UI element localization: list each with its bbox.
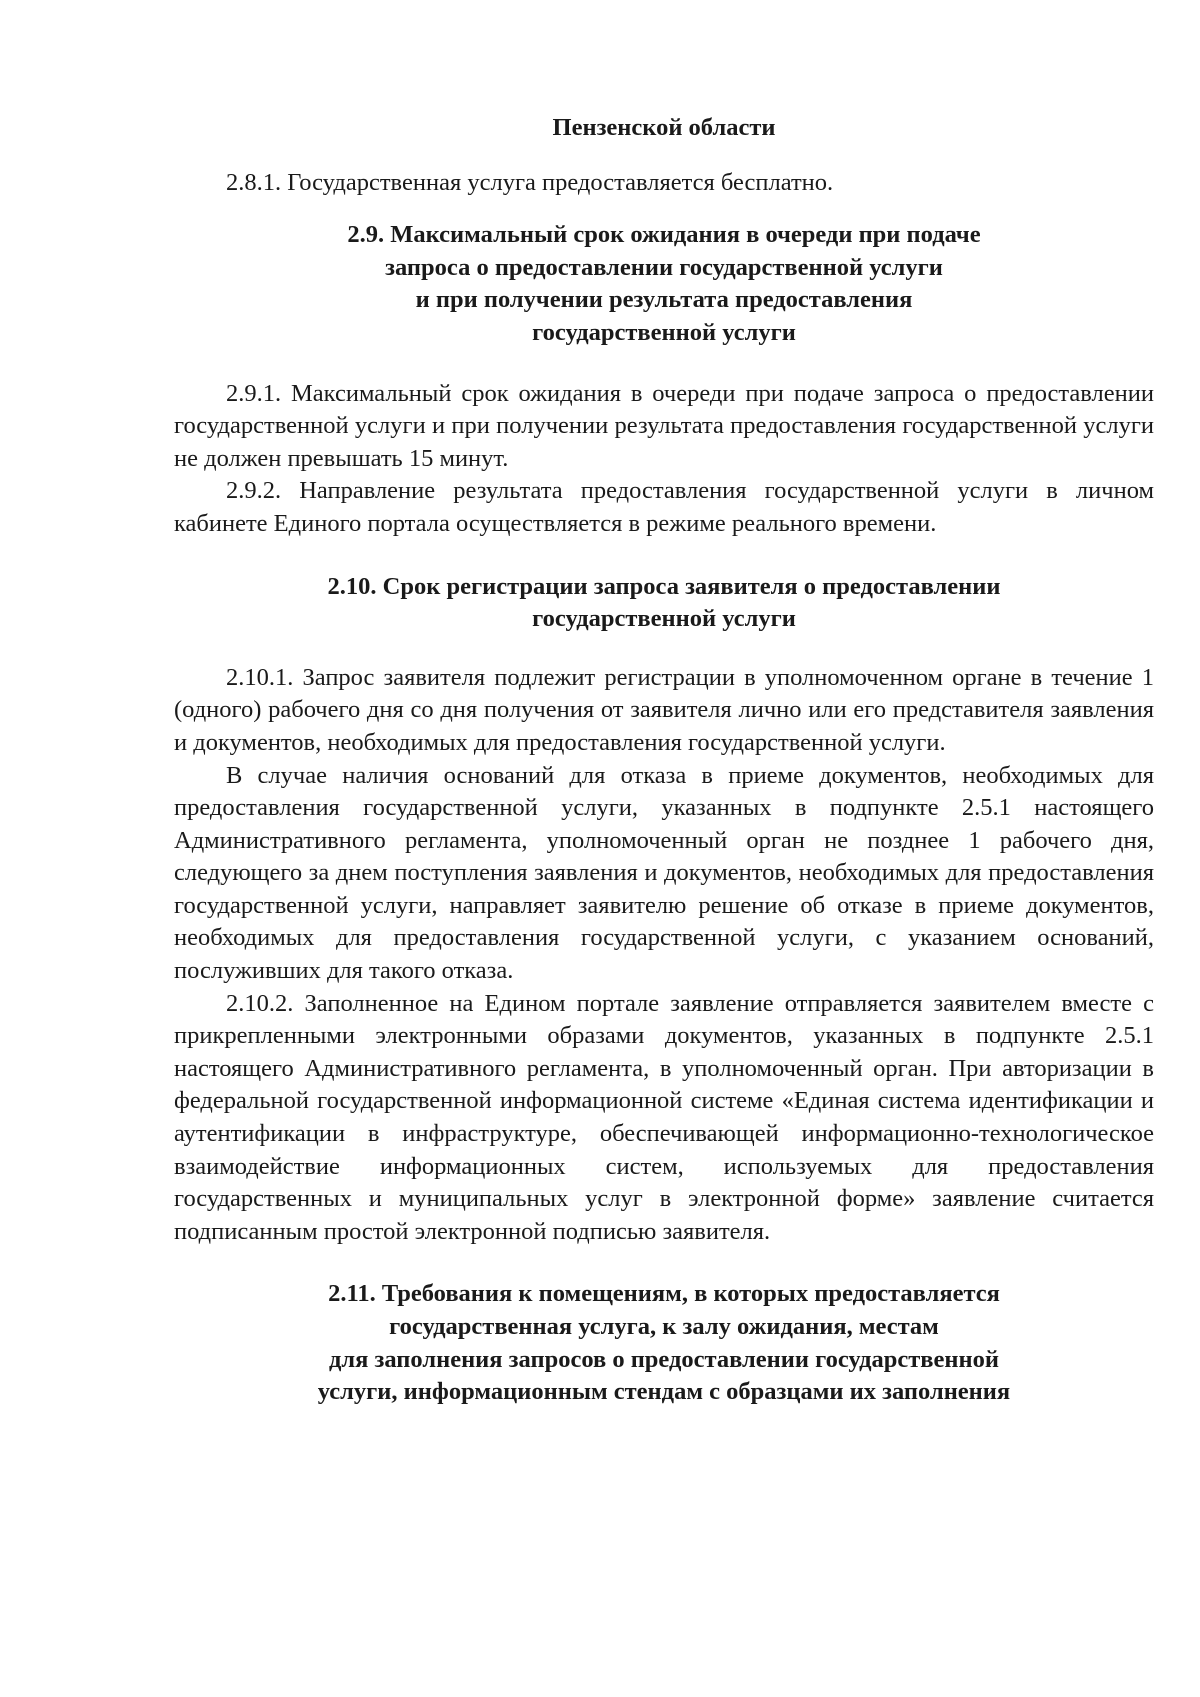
heading-line: услуги, информационным стендам с образцами их заполнения xyxy=(317,1378,1011,1406)
heading-line: запроса о предоставлении государственной услуги xyxy=(385,253,943,281)
heading-line: 2.9. Максимальный срок ожидания в очереди при подаче xyxy=(347,221,981,249)
heading-line: государственной услуги xyxy=(532,605,796,633)
top-heading: Пензенской области xyxy=(552,114,776,141)
paragraph-refusal: В случае наличия оснований для отказа в приеме документов, необходимых для предоставления государственной услуги, указанных в подпункте 2.5.1 настоящего Административного регламента, уполномоченный орган не позднее 1 рабочего дня, следующего за днем поступления заявления и документов, необходимых для предоставления государственной услуги, направляет заявителю решение об отказе в приеме документов, необходимых для предоставления государственной услуги, с указанием оснований, послуживших для такого отказа. xyxy=(174,761,1154,985)
paragraph-2-8-1: 2.8.1. Государственная услуга предоставляется бесплатно. xyxy=(226,168,834,196)
heading-line: и при получении результата предоставления xyxy=(415,286,913,314)
document-page xyxy=(174,112,1154,1409)
section-heading-2-11 xyxy=(174,1278,1154,1408)
section-heading-2-9 xyxy=(174,219,1154,349)
heading-line: 2.11. Требования к помещениям, в которых предоставляется xyxy=(328,1280,1000,1308)
paragraph-2-10-2: 2.10.2. Заполненное на Едином портале заявление отправляется заявителем вместе с прикрепленными электронными образами документов, указанных в подпункте 2.5.1 настоящего Административного регламента, в уполномоченный орган. При авторизации в федеральной государственной информационной системе «Единая система идентификации и аутентификации в инфраструктуре, обеспечивающей информационно-технологическое взаимодействие информационных систем, используемых для предоставления государственных и муниципальных услуг в электронной форме» заявление считается подписанным простой электронной подписью заявителя. xyxy=(174,989,1154,1245)
heading-line: для заполнения запросов о предоставлении государственной xyxy=(329,1345,999,1373)
paragraph-2-9-2: 2.9.2. Направление результата предоставления государственной услуги в личном кабинете Единого портала осуществляется в режиме реального времени. xyxy=(174,477,1154,537)
paragraph-2-9-1: 2.9.1. Максимальный срок ожидания в очереди при подаче запроса о предоставлении государственной услуги и при получении результата предоставления государственной услуги не должен превышать 15 минут. xyxy=(174,379,1154,472)
section-heading-2-10 xyxy=(174,571,1154,636)
heading-line: государственная услуга, к залу ожидания, местам xyxy=(389,1313,939,1340)
heading-line: государственной услуги xyxy=(532,318,796,346)
paragraph-2-10-1: 2.10.1. Запрос заявителя подлежит регистрации в уполномоченном органе в течение 1 (одного) рабочего дня со дня получения от заявителя лично или его представителя заявления и документов, необходимых для предоставления государственной услуги. xyxy=(174,663,1154,756)
heading-line: 2.10. Срок регистрации запроса заявителя о предоставлении xyxy=(327,572,1001,600)
